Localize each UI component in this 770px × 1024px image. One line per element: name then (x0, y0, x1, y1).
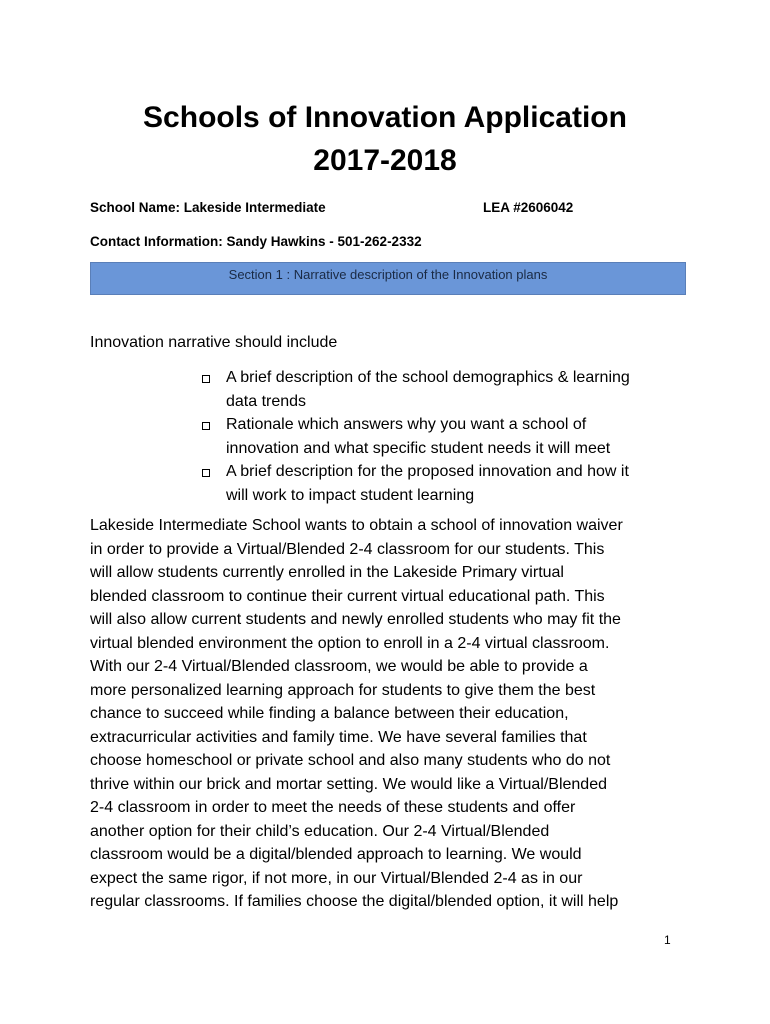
document-year: 2017-2018 (313, 144, 457, 177)
list-item-line: A brief description of the school demographics & learning (226, 369, 630, 386)
narrative-line: will allow students currently enrolled in the Lakeside Primary virtual (90, 564, 564, 581)
list-item-line: innovation and what specific student needs it will meet (226, 439, 611, 457)
narrative-line: extracurricular activities and family time. We have several families that (90, 728, 587, 746)
section-banner (90, 262, 686, 295)
school-name: School Name: Lakeside Intermediate (90, 200, 326, 215)
narrative-line: With our 2-4 Virtual/Blended classroom, we would be able to provide a (90, 658, 588, 675)
narrative-line: more personalized learning approach for students to give them the best (90, 681, 596, 699)
narrative-line: another option for their child’s education. Our 2-4 Virtual/Blended (90, 822, 550, 840)
narrative-line: blended classroom to continue their current virtual educational path. This (90, 587, 605, 605)
requirements-list (200, 366, 680, 507)
narrative-line: regular classrooms. If families choose the digital/blended option, it will help (90, 893, 619, 910)
checkbox-bullet-icon (202, 422, 210, 430)
intro-text: Innovation narrative should include (90, 334, 338, 351)
document-title: Schools of Innovation Application (143, 101, 627, 134)
narrative-line: in order to provide a Virtual/Blended 2-4 classroom for our students. This (90, 540, 605, 558)
list-item (200, 413, 680, 460)
narrative-line: chance to succeed while finding a balance between their education, (90, 705, 569, 722)
lea-number: LEA #2606042 (483, 200, 574, 215)
narrative-line: choose homeschool or private school and also many students who do not (90, 752, 611, 769)
list-item-line: A brief description for the proposed innovation and how it (226, 463, 629, 480)
list-item-line: Rationale which answers why you want a school of (226, 416, 587, 433)
checkbox-bullet-icon (202, 469, 210, 477)
narrative-line: classroom would be a digital/blended approach to learning. We would (90, 846, 582, 863)
narrative-line: will also allow current students and newly enrolled students who may fit the (90, 611, 621, 628)
narrative-line: 2-4 classroom in order to meet the needs of these students and offer (90, 799, 576, 816)
section-banner-label: Section 1 : Narrative description of the Innovation plans (228, 267, 548, 282)
narrative-line: Lakeside Intermediate School wants to obtain a school of innovation waiver (90, 517, 623, 534)
list-item (200, 460, 680, 507)
narrative-line: expect the same rigor, if not more, in our Virtual/Blended 2-4 as in our (90, 869, 583, 887)
narrative-paragraph (90, 514, 690, 914)
page-number: 1 (664, 933, 671, 947)
checkbox-bullet-icon (202, 375, 210, 383)
list-item-line: will work to impact student learning (226, 486, 475, 504)
contact-information: Contact Information: Sandy Hawkins - 501-262-2332 (90, 234, 422, 249)
list-item-line: data trends (226, 392, 307, 410)
narrative-line: thrive within our brick and mortar setting. We would like a Virtual/Blended (90, 775, 607, 793)
list-item (200, 366, 680, 413)
narrative-line: virtual blended environment the option to enroll in a 2-4 virtual classroom. (90, 634, 610, 652)
